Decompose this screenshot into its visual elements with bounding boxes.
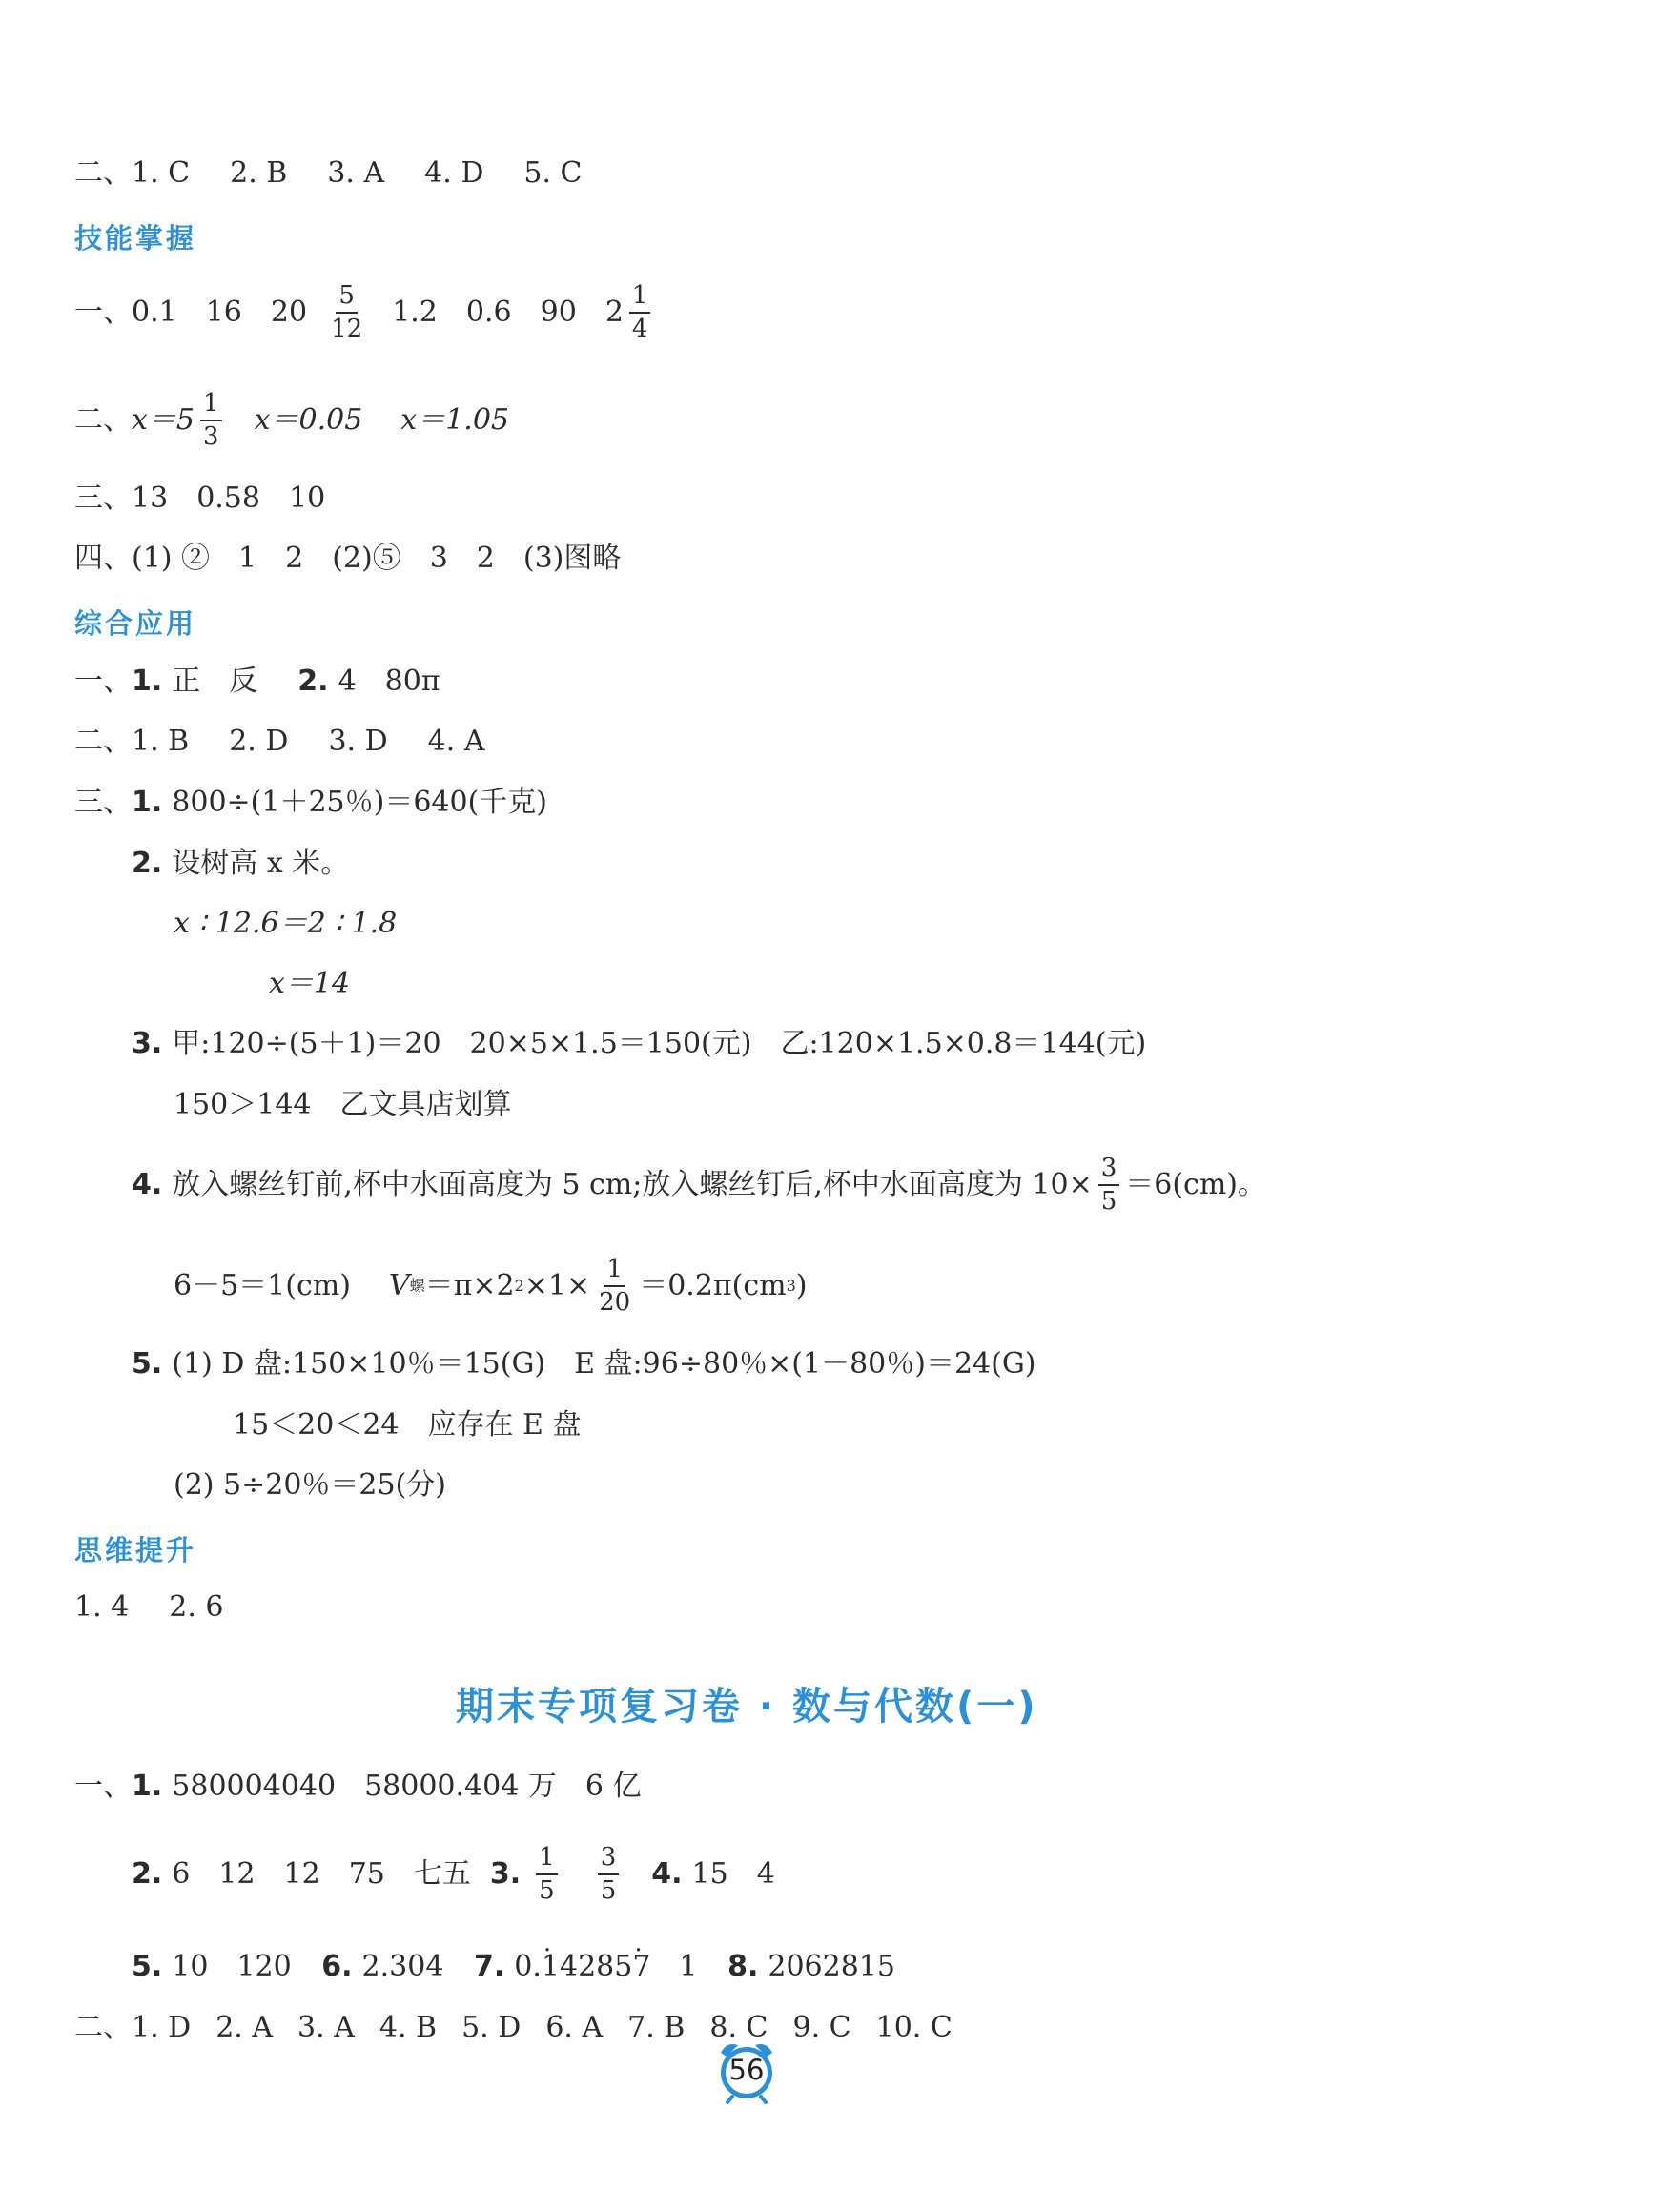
page-number: 56: [728, 2054, 765, 2086]
applied-q3-p2c: x＝14: [269, 967, 351, 1000]
part2-choice-line: 二、1. C 2. B 3. A 4. D 5. C: [74, 156, 583, 190]
applied-q3-p4b: 6－5＝1(cm) V 螺 ＝π×2 2 ×1× $\frac{1}{20}$ ＝0.2π(cm 3 ): [174, 1255, 808, 1318]
review-line3: 5. 10 120 6. 2.304 7. 0.. 14285. 7 1 8. 2062815: [132, 1953, 895, 1981]
answer: 1. C: [132, 156, 191, 190]
applied-q3-p3a: 3. 甲:120÷(5＋1)＝20 20×5×1.5＝150(元) 乙:120×1.5×0.8＝144(元): [132, 1027, 1147, 1060]
applied-q3-p5c: (2) 5÷20％＝25(分): [174, 1468, 447, 1502]
thinking-line: 1. 4 2. 6: [74, 1590, 224, 1624]
fraction: $\frac{3}{5}$: [598, 1845, 620, 1905]
section-heading-skills: 技能掌握: [74, 222, 197, 255]
applied-q3-p1: 三、1. 800÷(1＋25％)＝640(千克): [74, 786, 548, 819]
applied-q3-p2b: x ∶ 12.6＝2 ∶ 1.8: [174, 907, 398, 940]
answer: 3. A: [327, 156, 385, 190]
review-line1: 一、1. 580004040 58000.404 万 6 亿: [74, 1770, 642, 1803]
section-heading-applied: 综合应用: [74, 607, 197, 640]
fraction: $\frac{1}{4}$: [629, 283, 651, 343]
fraction: $\frac{3}{5}$: [1098, 1156, 1120, 1216]
fraction: $\frac{1}{5}$: [536, 1845, 558, 1905]
applied-q1-line: 一、1. 正 反 2. 4 80π: [74, 665, 440, 698]
answer: 2. B: [230, 156, 288, 190]
applied-q2-line: 二、1. B 2. D 3. D 4. A: [74, 725, 485, 758]
fraction: $\frac{1}{20}$: [599, 1255, 631, 1318]
repeating-digit: . 1: [542, 1950, 560, 1983]
skills-draw-line: 四、(1) ② 1 2 (2)⑤ 3 2 (3)图略: [74, 542, 622, 575]
section-heading-thinking: 思维提升: [74, 1534, 197, 1566]
applied-q3-p3b: 150＞144 乙文具店划算: [174, 1088, 512, 1121]
fraction: $\frac{1}{3}$: [200, 391, 222, 451]
answer: 4. D: [424, 156, 484, 190]
applied-q3-p4a: 4. 放入螺丝钉前,杯中水面高度为 5 cm;放入螺丝钉后,杯中水面高度为 10× $\frac{3}{5}$ ＝6(cm)。: [132, 1154, 1267, 1217]
page-title: 期末专项复习卷 · 数与代数(一): [456, 1685, 1038, 1729]
answer: 5. C: [523, 156, 583, 190]
review-line2: 2. 6 12 12 75 七五 3. $\frac{1}{5}$ $\frac{3}{5}$ 4. 15 4: [132, 1843, 775, 1906]
skills-solve-line: 二、 x＝5 $\frac{1}{3}$ x＝0.05 x＝1.05: [74, 389, 509, 452]
review-q2-line: 二、1. D 2. A 3. A 4. B 5. D 6. A 7. B 8. C 9. C 10. C: [74, 2011, 953, 2044]
repeating-digit: . 7: [632, 1950, 650, 1983]
skills-calc-line: 三、13 0.58 10: [74, 481, 326, 515]
fraction: $\frac{5}{12}$: [331, 281, 363, 344]
applied-q3-p5b: 15＜20＜24 应存在 E 盘: [233, 1408, 582, 1442]
skills-fill-line: 一、 0.1 16 20 $\frac{5}{12}$ 1.2 0.6 90 2 $\frac{1}{4}$: [74, 283, 656, 343]
page-number-badge: [713, 2037, 780, 2104]
applied-q3-p5a: 5. (1) D 盘:150×10％＝15(G) E 盘:96÷80％×(1－80％)＝24(G): [132, 1347, 1036, 1381]
applied-q3-p2a: 2. 设树高 x 米。: [132, 847, 350, 880]
